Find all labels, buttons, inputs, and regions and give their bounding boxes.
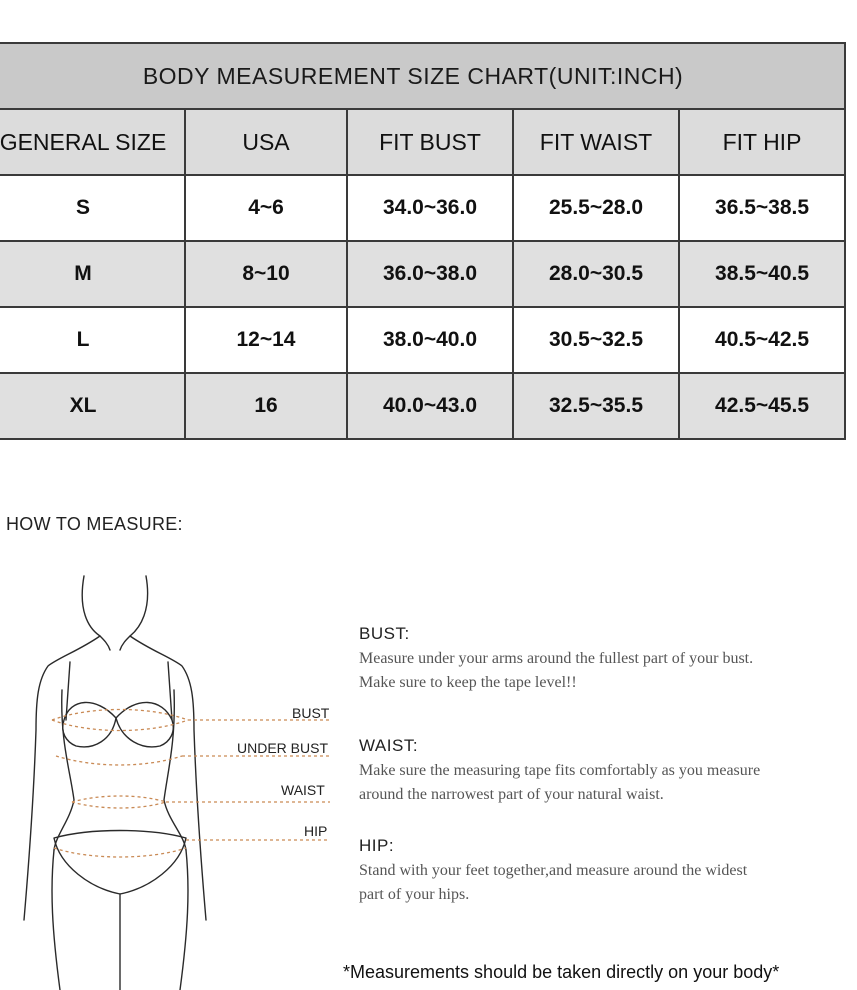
waist-description xyxy=(359,759,854,807)
hip-description xyxy=(359,859,854,907)
bust-heading: BUST: xyxy=(359,624,410,643)
table-cell: 38.5~40.5 xyxy=(679,241,845,307)
table-row xyxy=(0,241,845,307)
table-cell: 12~14 xyxy=(185,307,347,373)
table-cell: XL xyxy=(0,373,185,439)
measurement-note: *Measurements should be taken directly on your body* xyxy=(343,962,780,982)
table-cell: 30.5~32.5 xyxy=(513,307,679,373)
waist-line-2: around the narrowest part of your natural waist. xyxy=(359,786,664,803)
table-cell: 32.5~35.5 xyxy=(513,373,679,439)
bust-line-1: Measure under your arms around the fullest part of your bust. xyxy=(359,650,754,667)
how-to-measure-title: HOW TO MEASURE: xyxy=(6,514,183,534)
hip-line-1: Stand with your feet together,and measure around the widest xyxy=(359,862,748,879)
figure-label-hip: HIP xyxy=(304,823,328,839)
header-fit-hip: FIT HIP xyxy=(679,109,845,175)
table-cell: 38.0~40.0 xyxy=(347,307,513,373)
table-title-row xyxy=(0,43,845,109)
header-fit-waist: FIT WAIST xyxy=(513,109,679,175)
table-row xyxy=(0,307,845,373)
table-row xyxy=(0,175,845,241)
size-chart-table xyxy=(0,42,846,440)
table-cell: 36.5~38.5 xyxy=(679,175,845,241)
table-cell: 28.0~30.5 xyxy=(513,241,679,307)
table-cell: 36.0~38.0 xyxy=(347,241,513,307)
table-cell: S xyxy=(0,175,185,241)
table-cell: 42.5~45.5 xyxy=(679,373,845,439)
table-cell: M xyxy=(0,241,185,307)
table-cell: 34.0~36.0 xyxy=(347,175,513,241)
header-general-size: GENERAL SIZE xyxy=(0,109,185,175)
table-row xyxy=(0,373,845,439)
hip-line-2: part of your hips. xyxy=(359,886,470,903)
waist-line-1: Make sure the measuring tape fits comfortably as you measure xyxy=(359,762,761,779)
table-title: BODY MEASUREMENT SIZE CHART(UNIT:INCH) xyxy=(0,43,845,109)
table-cell: 40.0~43.0 xyxy=(347,373,513,439)
table-cell: L xyxy=(0,307,185,373)
hip-heading: HIP: xyxy=(359,836,395,855)
header-usa: USA xyxy=(185,109,347,175)
bust-description xyxy=(359,647,854,695)
figure-label-waist: WAIST xyxy=(281,782,325,798)
table-cell: 16 xyxy=(185,373,347,439)
table-cell: 40.5~42.5 xyxy=(679,307,845,373)
waist-heading: WAIST: xyxy=(359,736,419,755)
table-cell: 25.5~28.0 xyxy=(513,175,679,241)
table-cell: 8~10 xyxy=(185,241,347,307)
figure-label-under-bust: UNDER BUST xyxy=(237,740,329,756)
table-cell: 4~6 xyxy=(185,175,347,241)
body-figure-illustration xyxy=(0,570,345,990)
table-header-row xyxy=(0,109,845,175)
header-fit-bust: FIT BUST xyxy=(347,109,513,175)
figure-label-bust: BUST xyxy=(292,705,330,721)
bust-line-2: Make sure to keep the tape level!! xyxy=(359,674,577,691)
